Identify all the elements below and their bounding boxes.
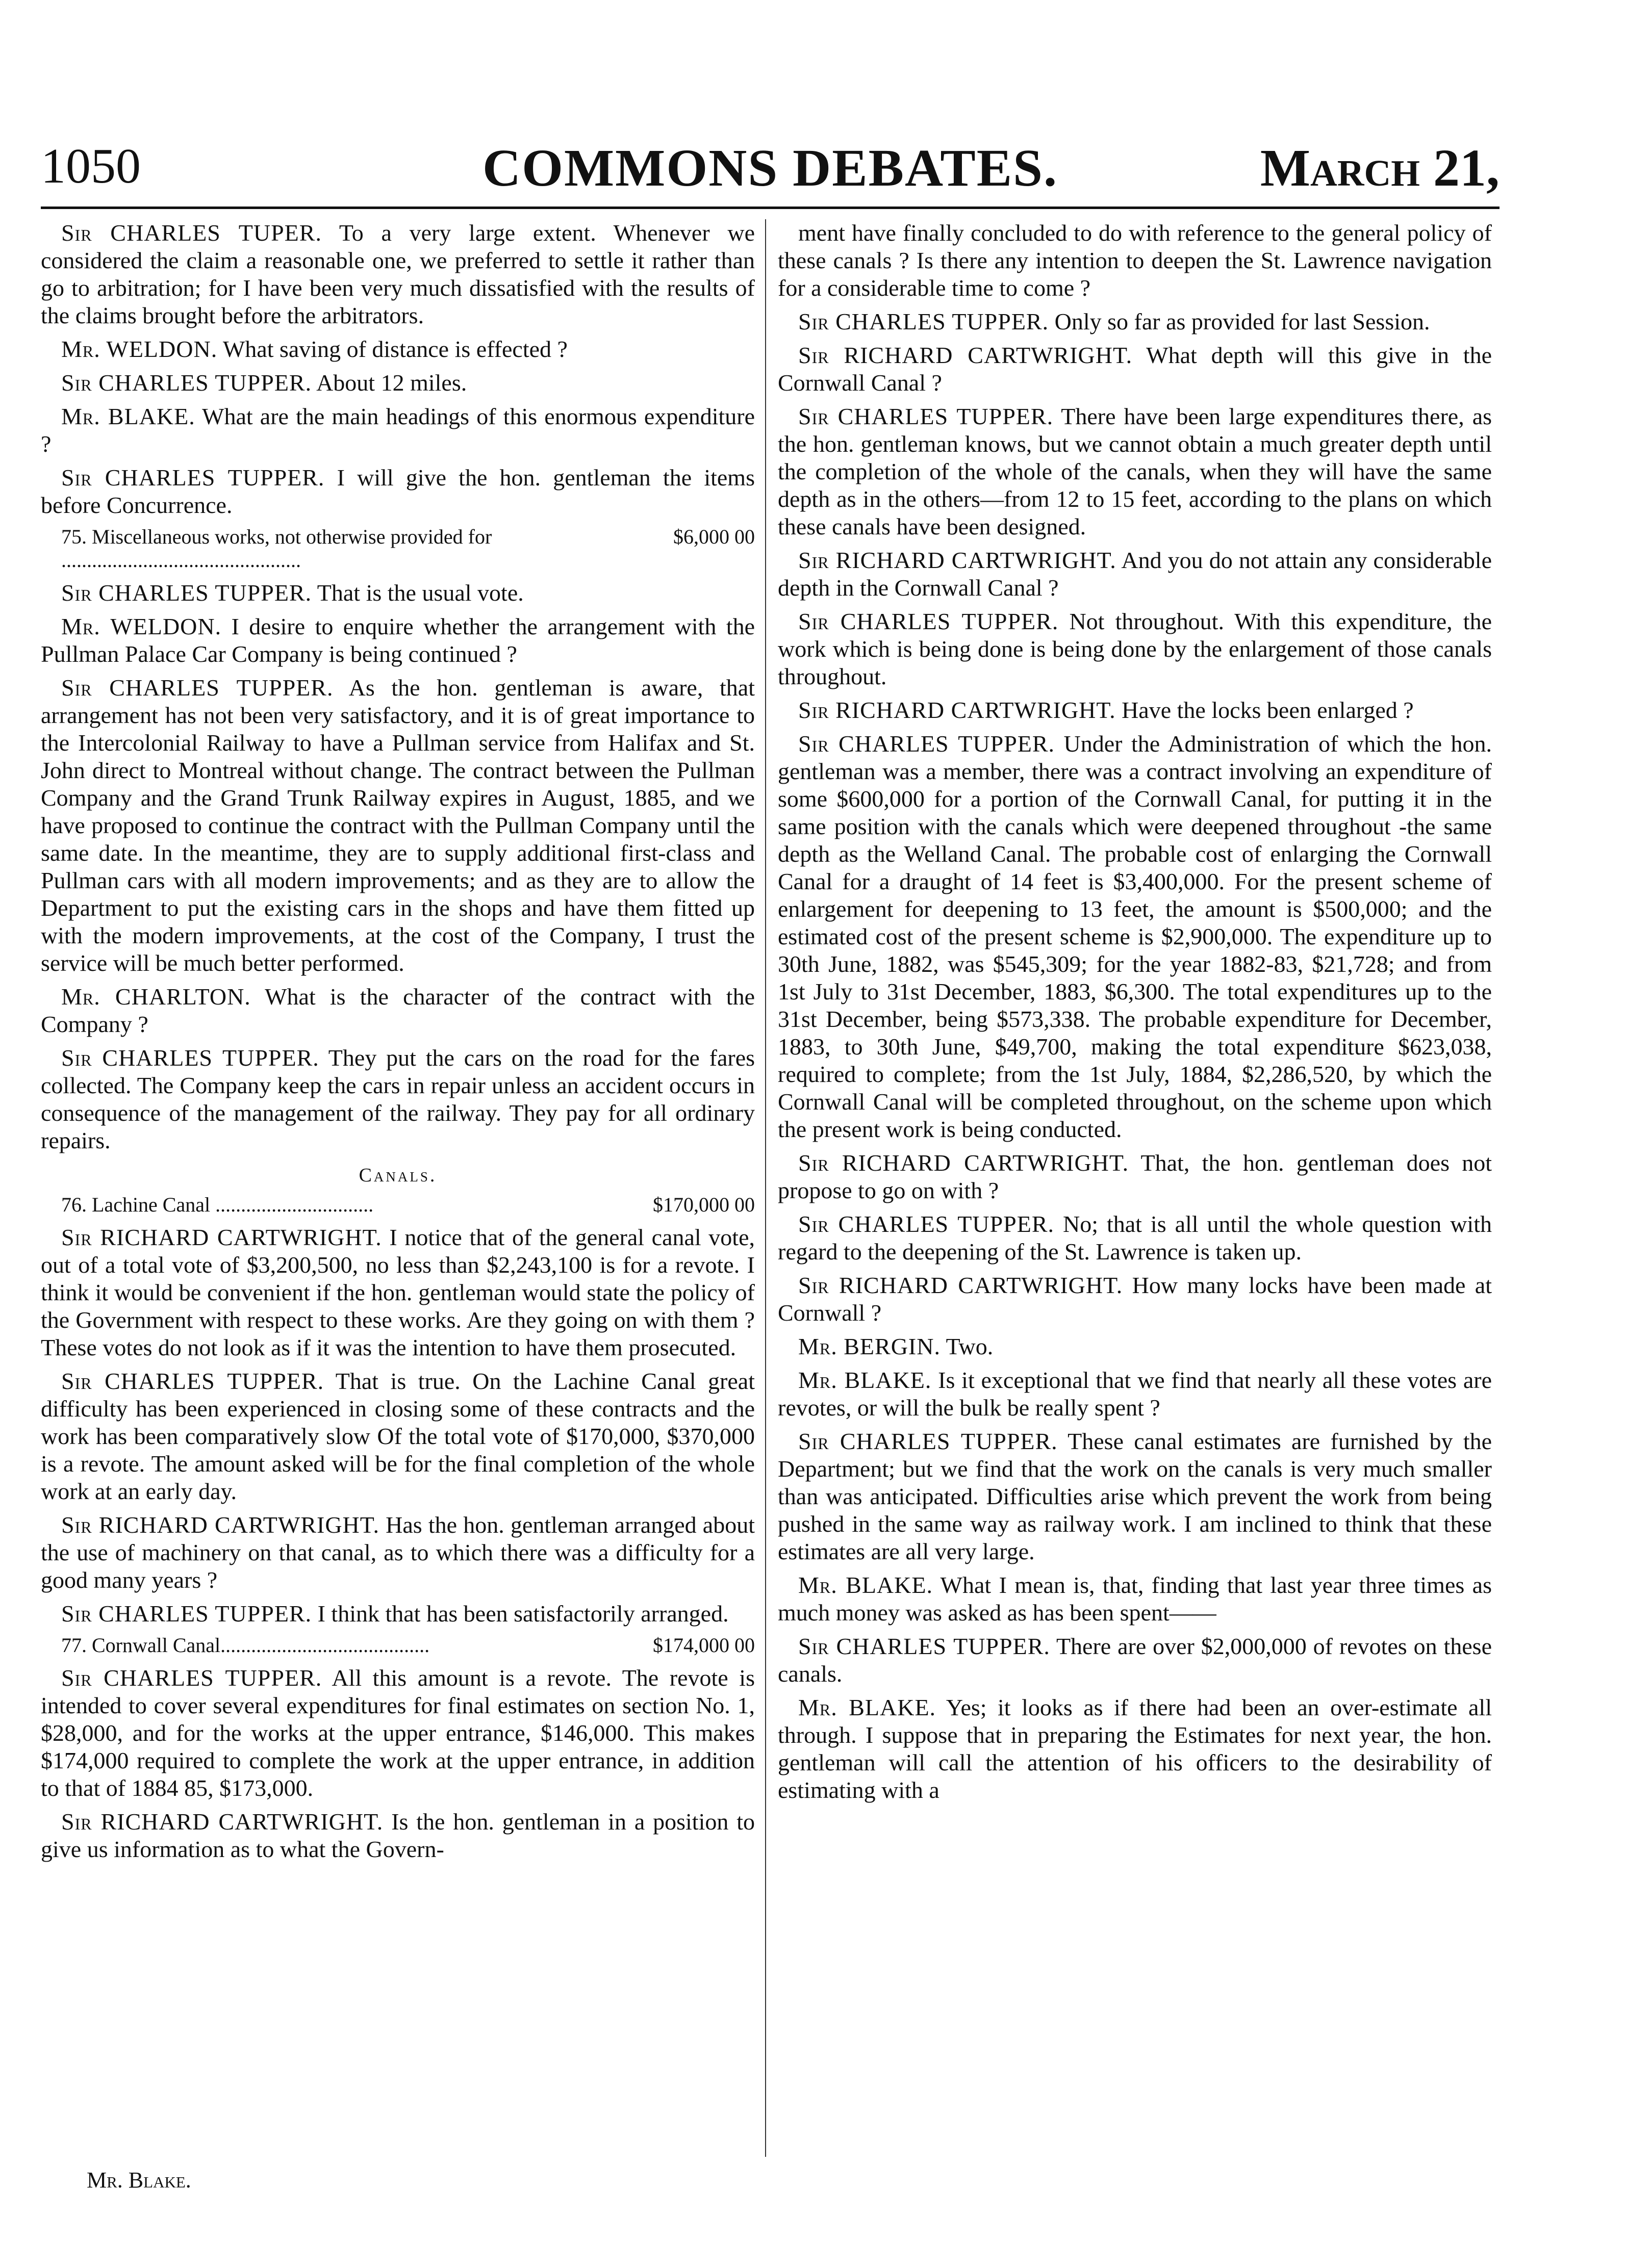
- speaker-name: Sir RICHARD CARTWRIGHT.: [798, 342, 1133, 368]
- right-column: [778, 219, 1492, 1810]
- speech-text: Under the Administration of which the hon. gentleman was a member, there was a contract involving an expenditure of some $600,000 for a portion of the Cornwall Canal, for putting it in the same position with the canals which were deepened throughout -the same depth as the Welland Canal. The probable cost of enlarging the Cornwall Canal for a draught of 14 feet is $3,400,000. For the present scheme of enlargement for deepening to 13 feet, the amount is $500,000; and the estimated cost of the present scheme is $2,900,000. The expenditure up to 30th June, 1882, was $545,309; for the year 1882-83, $21,728; and from 1st July to 31st December, 1883, $6,300. The total expenditures up to the 31st December, being $573,338. The probable expenditure for December, 1883, to 30th June, $49,700, making the total expenditure $623,038, required to complete; from the 1st July, 1884, $2,286,520, by which the Cornwall Canal will be completed throughout, on the scheme upon which the present work is being conducted.: [778, 731, 1492, 1142]
- speaker-name: Sir CHARLES TUPPER.: [798, 1633, 1050, 1659]
- estimate-amount: $6,000 00: [673, 525, 755, 548]
- speaker-name: Sir CHARLES TUPPER.: [61, 1665, 322, 1691]
- estimate-label: 77. Cornwall Canal.........................................: [61, 1634, 430, 1657]
- speech-paragraph: [41, 403, 755, 458]
- speech-text: And you do not attain any considerable depth in the Cornwall Canal ?: [778, 547, 1492, 601]
- estimate-amount: $170,000 00: [653, 1193, 755, 1216]
- speech-paragraph: [778, 697, 1492, 724]
- speaker-name: Sir RICHARD CARTWRIGHT.: [61, 1512, 379, 1538]
- speech-text: To a very large extent. Whenever we considered the claim a reasonable one, we preferred to settle it rather than go to arbitration; for I have been very much dissatisfied with the results of the claims brought before the arbitrators.: [41, 220, 755, 328]
- speaker-name: Mr. BLAKE.: [798, 1367, 932, 1393]
- speech-paragraph: [41, 613, 755, 668]
- speech-paragraph: [41, 1511, 755, 1594]
- speech-paragraph: [778, 1272, 1492, 1327]
- speech-text: Has the hon. gentleman arranged about the use of machinery on that canal, as to which there was a difficulty for a good many years ?: [41, 1512, 755, 1593]
- speech-paragraph: [778, 403, 1492, 540]
- speaker-name: Sir CHARLES TUPPER.: [61, 370, 312, 396]
- speech-text: These canal estimates are furnished by the Department; but we find that the work on the canals is very much smaller than was anticipated. Difficulties arise which prevent the work from being pushed in the same way as railway work. I am inclined to think that these estimates are all very large.: [778, 1428, 1492, 1564]
- speaker-name: Mr. BLAKE.: [798, 1694, 936, 1720]
- speech-paragraph: [778, 219, 1492, 302]
- speech-text: Only so far as provided for last Session.: [1054, 308, 1430, 334]
- speech-text: That, the hon. gentleman does not propose to go on with ?: [778, 1150, 1492, 1203]
- estimate-item: [61, 525, 755, 572]
- speaker-name: Sir RICHARD CARTWRIGHT.: [798, 697, 1116, 723]
- speech-paragraph: [778, 1694, 1492, 1804]
- speech-paragraph: [41, 1368, 755, 1505]
- speech-text: What is the character of the contract with the Company ?: [41, 984, 755, 1037]
- speech-text: What are the main headings of this enormous expenditure ?: [41, 403, 755, 457]
- speech-paragraph: [41, 369, 755, 397]
- estimate-item: [61, 1634, 755, 1657]
- speech-paragraph: [778, 730, 1492, 1143]
- speech-text: About 12 miles.: [316, 370, 467, 396]
- speech-paragraph: [778, 1367, 1492, 1422]
- speech-paragraph: [41, 1664, 755, 1802]
- estimate-label: 76. Lachine Canal ...............................: [61, 1193, 374, 1216]
- speech-paragraph: [41, 219, 755, 329]
- estimate-item: [61, 1193, 755, 1217]
- speech-text: Is the hon. gentleman in a position to give us information as to what the Govern-: [41, 1809, 755, 1862]
- speech-text: All this amount is a revote. The revote is intended to cover several expenditures for final estimates on section No. 1, $28,000, and for the works at the upper entrance, $146,000. This makes $174,000 required to complete the work at the upper entrance, in addition to that of 1884 85, $173,000.: [41, 1665, 755, 1801]
- page-header: [41, 138, 1500, 204]
- speaker-name: Mr. BLAKE.: [61, 403, 195, 429]
- speech-paragraph: [41, 1600, 755, 1628]
- speech-text: I notice that of the general canal vote, out of a total vote of $3,200,500, no less than $2,243,100 is for a revote. I think it would be convenient if the hon. gentleman would state the policy of the Government with respect to these works. Are they going on with them ? These votes do not look as if it was the intention to have them prosecuted.: [41, 1224, 755, 1360]
- speech-text: What depth will this give in the Cornwall Canal ?: [778, 342, 1492, 396]
- speaker-name: Mr. WELDON.: [61, 613, 222, 639]
- date-month: March: [1260, 139, 1420, 197]
- speaker-name: Sir CHARLES TUPPER.: [61, 465, 325, 491]
- estimate-label: 75. Miscellaneous works, not otherwise provided for ...............................................: [61, 525, 492, 572]
- footer-signature: Mr. Blake.: [87, 2168, 191, 2193]
- speaker-name: Sir CHARLES TUPPER.: [61, 1045, 319, 1071]
- speech-text: Yes; it looks as if there had been an over-estimate all through. I suppose that in preparing the Estimates for next year, the hon. gentleman will call the attention of his officers to the desirability of estimating with a: [778, 1694, 1492, 1803]
- speech-paragraph: [778, 1571, 1492, 1627]
- speech-text: Have the locks been enlarged ?: [1122, 697, 1414, 723]
- speech-paragraph: [41, 983, 755, 1038]
- speaker-name: Sir CHARLES TUPPER.: [61, 1368, 324, 1394]
- date-day: 21,: [1433, 139, 1500, 197]
- section-heading: Canals.: [359, 1165, 437, 1186]
- speech-paragraph: [778, 1428, 1492, 1565]
- speech-text: There have been large expenditures there, as the hon. gentleman knows, but we cannot obtain a much greater depth until the completion of the whole of the canals, when they will have the same depth as in the others—from 12 to 15 feet, according to the plans on which these canals have been designed.: [778, 403, 1492, 539]
- speech-text: There are over $2,000,000 of revotes on these canals.: [778, 1633, 1492, 1687]
- speech-text: No; that is all until the whole question with regard to the deepening of the St. Lawrence is taken up.: [778, 1211, 1492, 1265]
- speaker-name: Sir CHARLES TUPPER.: [798, 731, 1055, 757]
- speech-paragraph: [41, 1808, 755, 1863]
- speech-paragraph: [41, 1044, 755, 1154]
- speech-text: What saving of distance is effected ?: [222, 336, 568, 362]
- speech-paragraph: [41, 579, 755, 607]
- speech-paragraph: [41, 336, 755, 363]
- speaker-name: Mr. BLAKE.: [798, 1572, 933, 1598]
- column-divider: [765, 219, 766, 2157]
- speech-paragraph: [778, 1210, 1492, 1266]
- speech-text: ment have finally concluded to do with reference to the general policy of these canals ? Is there any intention to deepen the St. Lawrence navigation for a considerable time to come ?: [778, 220, 1492, 301]
- speech-text: I desire to enquire whether the arrangement with the Pullman Palace Car Company is being continued ?: [41, 613, 755, 667]
- speech-paragraph: [41, 674, 755, 977]
- speech-text: Two.: [946, 1333, 994, 1359]
- speaker-name: Sir RICHARD CARTWRIGHT.: [798, 1150, 1129, 1176]
- speech-text: They put the cars on the road for the fares collected. The Company keep the cars in repair unless an accident occurs in consequence of the management of the railway. They pay for all ordinary repairs.: [41, 1045, 755, 1153]
- speech-paragraph: [778, 1333, 1492, 1360]
- speech-text: That is true. On the Lachine Canal great difficulty has been experienced in closing some of these contracts and the work has been comparatively slow Of the total vote of $170,000, $370,000 is a revote. The amount asked will be for the final completion of the whole work at an early day.: [41, 1368, 755, 1504]
- speaker-name: Sir CHARLES TUPPER.: [61, 675, 334, 701]
- speech-text: That is the usual vote.: [317, 580, 524, 606]
- speaker-name: Sir CHARLES TUPPER.: [798, 1211, 1055, 1237]
- header-rule: [41, 207, 1500, 209]
- speaker-name: Mr. BERGIN.: [798, 1333, 941, 1359]
- speech-text: As the hon. gentleman is aware, that arrangement has not been very satisfactory, and it is of great importance to the Intercolonial Railway to have a Pullman service from Halifax and St. John direct to Montreal without change. The contract between the Pullman Company and the Grand Trunk Railway expires in August, 1885, and we have proposed to continue the contract with the Pullman Company until the same date. In the meantime, they are to supply additional first-class and Pullman cars with all modern improvements; and as they are to allow the Department to put the existing cars in the shops and have them fitted up with the modern improvements, at the cost of the Company, I trust the service will be much better performed.: [41, 675, 755, 976]
- left-column: [41, 219, 755, 1869]
- speaker-name: Sir CHARLES TUPPER.: [798, 308, 1049, 334]
- speaker-name: Sir RICHARD CARTWRIGHT.: [61, 1809, 384, 1835]
- speech-text: What I mean is, that, finding that last year three times as much money was asked as has been spent——: [778, 1572, 1492, 1626]
- speaker-name: Sir CHARLES TUPER.: [61, 220, 322, 246]
- speaker-name: Mr. CHARLTON.: [61, 984, 251, 1010]
- speech-paragraph: [778, 1633, 1492, 1688]
- speech-paragraph: [41, 1224, 755, 1361]
- page-number: 1050: [41, 139, 141, 194]
- speech-text: How many locks have been made at Cornwall ?: [778, 1272, 1492, 1326]
- speaker-name: Sir CHARLES TUPPER.: [61, 580, 312, 606]
- speech-paragraph: [41, 464, 755, 519]
- speaker-name: Sir CHARLES TUPPER.: [798, 1428, 1058, 1454]
- speaker-name: Sir RICHARD CARTWRIGHT.: [798, 547, 1116, 573]
- speaker-name: Sir RICHARD CARTWRIGHT.: [61, 1224, 382, 1250]
- speech-paragraph: [778, 308, 1492, 336]
- speaker-name: Mr. WELDON.: [61, 336, 218, 362]
- journal-title: COMMONS DEBATES.: [482, 139, 1058, 197]
- speech-text: Is it exceptional that we find that nearly all these votes are revotes, or will the bulk be really spent ?: [778, 1367, 1492, 1421]
- speaker-name: Sir CHARLES TUPPER.: [798, 403, 1054, 429]
- speaker-name: Sir CHARLES TUPPER.: [61, 1601, 312, 1627]
- speech-paragraph: [778, 1149, 1492, 1204]
- speech-text: Not throughout. With this expenditure, the work which is being done is being done by the enlargement of those canals throughout.: [778, 608, 1492, 689]
- estimate-amount: $174,000 00: [653, 1634, 755, 1657]
- speech-paragraph: [778, 608, 1492, 690]
- page-date: [1260, 138, 1500, 198]
- speech-text: I think that has been satisfactorily arranged.: [317, 1601, 729, 1627]
- speaker-name: Sir RICHARD CARTWRIGHT.: [798, 1272, 1123, 1298]
- speech-paragraph: [778, 547, 1492, 602]
- speaker-name: Sir CHARLES TUPPER.: [798, 608, 1059, 634]
- speech-text: I will give the hon. gentleman the items before Concurrence.: [41, 465, 755, 518]
- speech-paragraph: [778, 342, 1492, 397]
